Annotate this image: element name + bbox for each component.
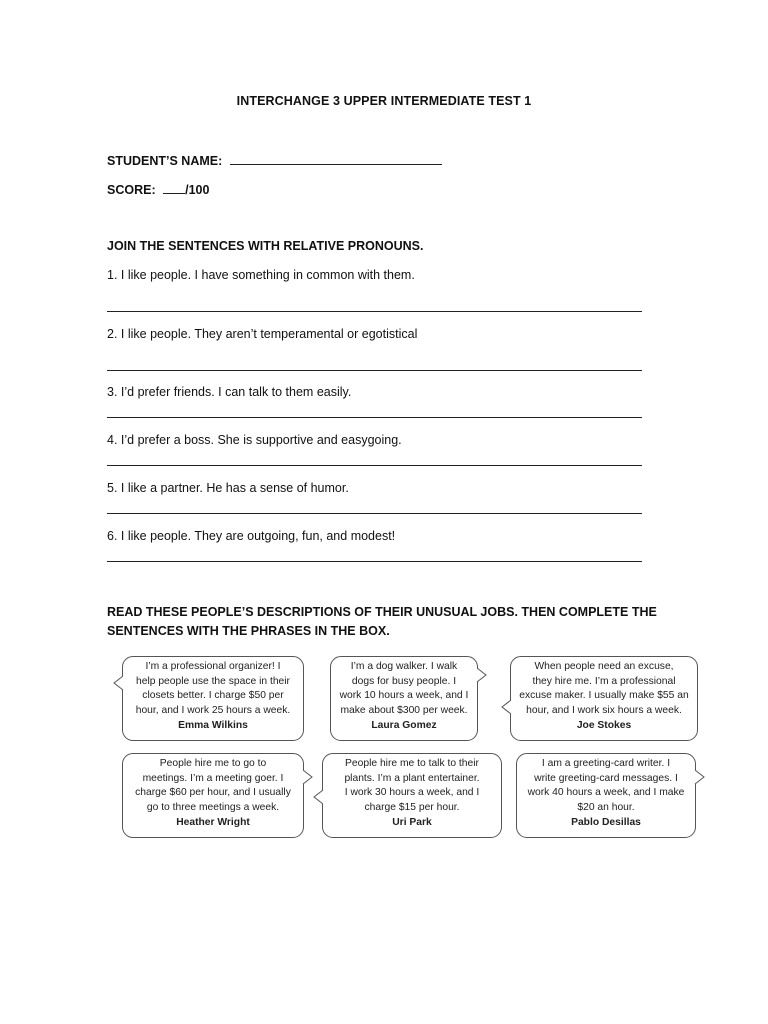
- bubble-author: Laura Gomez: [371, 719, 437, 731]
- bubble-line: hour, and I work 25 hours a week.: [135, 705, 291, 717]
- score-blank[interactable]: [163, 182, 185, 194]
- bubble-line: work 40 hours a week, and I make: [527, 787, 685, 799]
- section2-heading-line2: SENTENCES WITH THE PHRASES IN THE BOX.: [107, 624, 390, 638]
- bubble-tail-right: [303, 770, 313, 784]
- bubble-tail-left: [313, 790, 323, 804]
- bubble-tail-right: [477, 668, 487, 682]
- bubble-line: charge $60 per hour, and I usually: [135, 787, 291, 799]
- bubble-tail-right: [695, 770, 705, 784]
- bubble-line: plants. I’m a plant entertainer.: [344, 772, 480, 784]
- bubble-line: closets better. I charge $50 per: [142, 690, 284, 702]
- bubble-line: I’m a professional organizer! I: [145, 661, 281, 672]
- bubble-line: help people use the space in their: [136, 675, 290, 687]
- bubble-author: Emma Wilkins: [178, 719, 248, 731]
- bubble-line: they hire me. I’m a professional: [532, 675, 676, 687]
- bubble-line: I am a greeting-card writer. I: [541, 758, 671, 769]
- score-total: /100: [185, 183, 210, 197]
- bubble-line: meetings. I’m a meeting goer. I: [142, 772, 284, 784]
- bubble-line: write greeting-card messages. I: [534, 772, 678, 784]
- exercise-item-1: 1. I like people. I have something in common with them.: [107, 268, 415, 282]
- speech-bubble: [516, 753, 696, 838]
- exercise-item-3: 3. I’d prefer friends. I can talk to them easily.: [107, 385, 352, 399]
- bubble-tail-left: [501, 700, 511, 714]
- answer-line-5[interactable]: [107, 513, 642, 514]
- section2-heading: [107, 603, 667, 641]
- bubble-line: People hire me to go to: [159, 758, 267, 769]
- bubble-author: Heather Wright: [176, 816, 250, 828]
- bubble-line: make about $300 per week.: [340, 705, 468, 717]
- speech-bubble: [122, 656, 304, 741]
- bubble-line: People hire me to talk to their: [345, 758, 479, 769]
- bubble-line: charge $15 per hour.: [364, 802, 460, 814]
- bubble-line: go to three meetings a week.: [146, 802, 280, 814]
- bubble-line: I’m a dog walker. I walk: [350, 661, 458, 672]
- bubble-line: work 10 hours a week, and I: [339, 690, 469, 702]
- bubble-line: I work 30 hours a week, and I: [344, 787, 480, 799]
- bubble-line: dogs for busy people. I: [351, 675, 457, 687]
- score-row: [107, 182, 209, 197]
- section2-heading-line1: READ THESE PEOPLE’S DESCRIPTIONS OF THEIR UNUSUAL JOBS. THEN COMPLETE THE: [107, 605, 657, 619]
- speech-bubble: [330, 656, 478, 741]
- exercise-item-4: 4. I’d prefer a boss. She is supportive and easygoing.: [107, 433, 402, 447]
- bubble-author: Pablo Desillas: [571, 816, 641, 828]
- bubble-tail-left: [113, 676, 123, 690]
- page-title: INTERCHANGE 3 UPPER INTERMEDIATE TEST 1: [236, 94, 532, 108]
- answer-line-6[interactable]: [107, 561, 642, 562]
- speech-bubble: [122, 753, 304, 838]
- exercise-item-5: 5. I like a partner. He has a sense of humor.: [107, 481, 349, 495]
- score-label: SCORE:: [107, 183, 156, 197]
- answer-line-1[interactable]: [107, 311, 642, 312]
- student-name-label: STUDENT’S NAME:: [107, 154, 223, 168]
- bubble-line: excuse maker. I usually make $55 an: [519, 690, 689, 702]
- bubble-author: Joe Stokes: [576, 719, 632, 731]
- bubble-line: hour, and I work six hours a week.: [526, 705, 682, 717]
- bubble-line: $20 an hour.: [577, 802, 635, 814]
- bubble-line: When people need an excuse,: [534, 661, 674, 672]
- answer-line-3[interactable]: [107, 417, 642, 418]
- section1-heading: JOIN THE SENTENCES WITH RELATIVE PRONOUNS.: [107, 239, 424, 253]
- speech-bubble: [510, 656, 698, 741]
- exercise-item-6: 6. I like people. They are outgoing, fun, and modest!: [107, 529, 396, 543]
- bubble-author: Uri Park: [392, 816, 432, 828]
- student-name-row: [107, 153, 442, 168]
- answer-line-4[interactable]: [107, 465, 642, 466]
- student-name-blank[interactable]: [230, 153, 442, 165]
- answer-line-2[interactable]: [107, 370, 642, 371]
- speech-bubble: [322, 753, 502, 838]
- exercise-item-2: 2. I like people. They aren’t temperamental or egotistical: [107, 327, 418, 341]
